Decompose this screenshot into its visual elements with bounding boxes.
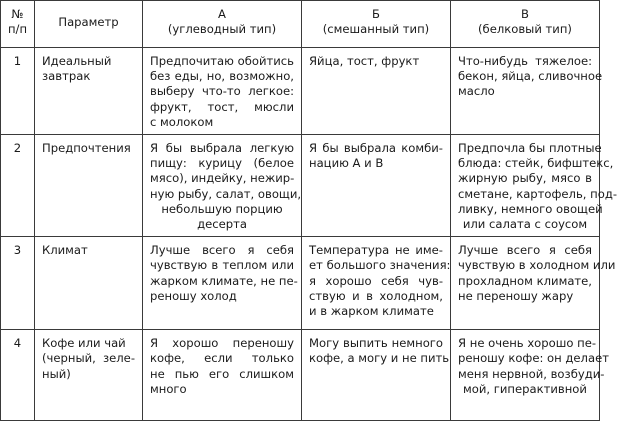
cell-line: чувствую в холодном или: [458, 258, 616, 273]
cell-line: ствую и в холодном,: [309, 288, 443, 303]
cell-line: кофе, если только: [150, 351, 294, 366]
header-number-line: №: [11, 7, 24, 21]
cell-line: Лучше всего я себя: [150, 243, 294, 258]
cell-line: Я не очень хорошо пе-: [458, 336, 597, 351]
cell-line: Я бы выбрала комби-: [309, 141, 443, 156]
cell-line: Я бы выбрала легкую: [150, 141, 294, 156]
cell-line: ет большого значения:: [309, 258, 451, 273]
cell-line: Я хорошо переношу: [150, 336, 294, 351]
header-type-b: [302, 1, 451, 48]
cell-line: без еды, но, возможно,: [150, 69, 294, 84]
cell-line: реношу холод: [150, 288, 237, 303]
type-a-cell: [143, 135, 302, 237]
cell-line: ный): [42, 366, 71, 381]
type-b-cell: [302, 330, 451, 421]
cell-line: мой, гиперактивной: [463, 381, 587, 396]
parameter-cell: [35, 330, 143, 421]
cell-line: реношу кофе: он делает: [458, 351, 609, 366]
cell-line: Предпочла бы плотные: [458, 141, 602, 156]
parameter-cell: [35, 135, 143, 237]
cell-line: Яйца, тост, фрукт: [309, 54, 420, 68]
cell-line: (черный, зеле-: [42, 351, 135, 366]
table-row: [1, 48, 600, 135]
cell-line: много: [150, 381, 187, 396]
cell-line: Климат: [42, 243, 88, 258]
type-a-cell: [143, 237, 302, 330]
cell-line: жирную рыбу, мясо в: [458, 171, 592, 186]
header-type-a: [143, 1, 302, 48]
header-parameter-label: Параметр: [58, 15, 119, 29]
header-type-letter: А: [218, 7, 226, 21]
header-parameter: [35, 1, 143, 48]
header-number-line: п/п: [7, 22, 28, 36]
cell-line: я хорошо себя чув-: [309, 273, 443, 288]
cell-line: небольшую порцию: [161, 201, 283, 216]
cell-line: не пью его слишком: [150, 366, 294, 381]
row-number-cell: [1, 48, 35, 135]
table-row: [1, 237, 600, 330]
row-number-cell: [1, 237, 35, 330]
header-number: [1, 1, 35, 48]
header-type-name: (белковый тип): [478, 22, 572, 36]
row-number: 4: [13, 336, 22, 351]
row-number: 3: [13, 243, 22, 258]
row-number: 1: [13, 54, 22, 68]
cell-line: Что-нибудь тяжелое:: [458, 54, 592, 68]
row-number-cell: [1, 135, 35, 237]
type-c-cell: [451, 48, 603, 135]
type-b-cell: [302, 48, 451, 135]
row-number-cell: [1, 330, 35, 421]
cell-line: мясо), индейку, нежир-: [150, 171, 295, 186]
cell-line: Кофе или чай: [42, 336, 126, 351]
cell-line: или салата с соусом: [462, 217, 588, 232]
cell-line: фрукт, тост, мюсли: [150, 99, 294, 114]
cell-line: ливку, немного овощей: [458, 201, 603, 216]
cell-line: Идеальный: [42, 54, 112, 68]
parameter-cell: [35, 48, 143, 135]
cell-line: не переношу жару: [458, 288, 574, 303]
cell-line: пищу: курицу (белое: [150, 156, 294, 171]
cell-line: блюда: стейк, бифштекс,: [458, 156, 614, 171]
cell-line: Предпочтения: [42, 141, 131, 156]
cell-line: Лучше всего я себя: [458, 243, 592, 258]
type-a-cell: [143, 48, 302, 135]
table-row: [1, 135, 600, 237]
cell-line: и в жарком климате: [309, 304, 434, 319]
type-c-cell: [451, 237, 616, 330]
cell-line: жарком климате, не пе-: [150, 273, 298, 288]
parameter-cell: [35, 237, 143, 330]
cell-line: меня нервной, возбуди-: [458, 366, 605, 381]
cell-line: чувствую в теплом или: [150, 258, 294, 273]
type-b-cell: [302, 135, 451, 237]
row-number: 2: [13, 141, 22, 156]
cell-line: нацию А и В: [309, 156, 384, 171]
cell-line: кофе, а могу и не пить: [309, 351, 450, 366]
header-row: [1, 1, 600, 48]
cell-line: прохладном климате,: [458, 273, 592, 288]
type-b-cell: [302, 237, 451, 330]
header-type-name: (углеводный тип): [167, 22, 277, 36]
type-c-cell: [451, 135, 617, 237]
type-c-cell: [451, 330, 609, 421]
cell-line: ную рыбу, салат, овощи,: [150, 186, 302, 201]
header-type-letter: В: [521, 7, 529, 21]
cell-line: Температура не име-: [309, 243, 443, 258]
cell-line: бекон, яйца, сливочное: [458, 69, 603, 84]
cell-line: масло: [458, 84, 495, 99]
type-a-cell: [143, 330, 302, 421]
cell-line: сметане, картофель, под-: [458, 186, 617, 201]
header-type-name: (смешанный тип): [322, 22, 430, 36]
header-type-c: [451, 1, 600, 48]
table-row: [1, 330, 600, 421]
cell-line: Могу выпить немного: [309, 336, 443, 351]
cell-line: завтрак: [42, 69, 91, 84]
cell-line: Предпочитаю обойтись: [150, 54, 294, 68]
cell-line: десерта: [197, 217, 247, 232]
cell-line: выберу что-то легкое:: [150, 84, 294, 99]
header-type-letter: Б: [372, 7, 380, 21]
cell-line: с молоком: [150, 114, 214, 129]
